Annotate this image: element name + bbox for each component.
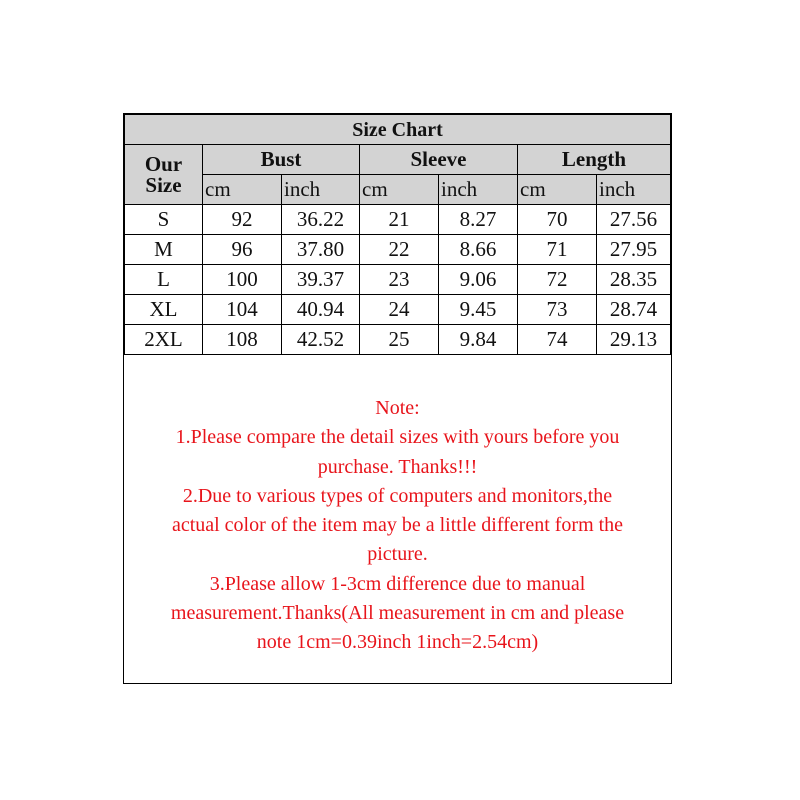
value-cell: 9.45 [439,295,518,325]
value-cell: 104 [203,295,282,325]
sleeve-header: Sleeve [360,145,518,175]
note-line: purchase. Thanks!!! [317,455,478,478]
value-cell: 42.52 [282,325,360,355]
value-cell: 28.74 [597,295,671,325]
value-cell: 37.80 [282,235,360,265]
table-row [125,325,671,355]
value-cell: 40.94 [282,295,360,325]
value-cell: 96 [203,235,282,265]
value-cell: 24 [360,295,439,325]
value-cell: 108 [203,325,282,355]
note-line: 2.Due to various types of computers and monitors,the [182,484,613,507]
unit-header: cm [360,175,439,205]
unit-header: inch [439,175,518,205]
value-cell: 29.13 [597,325,671,355]
value-cell: 21 [360,205,439,235]
size-cell: L [125,265,203,295]
unit-header: inch [597,175,671,205]
table-title: Size Chart [125,115,671,145]
table-row [125,295,671,325]
value-cell: 9.06 [439,265,518,295]
unit-header: inch [282,175,360,205]
note-line: Note: [375,397,420,419]
size-cell: XL [125,295,203,325]
size-chart [123,113,672,684]
value-cell: 27.56 [597,205,671,235]
table-row [125,265,671,295]
note-line: 3.Please allow 1-3cm difference due to manual [209,572,586,595]
unit-header: cm [203,175,282,205]
value-cell: 36.22 [282,205,360,235]
table-row [125,235,671,265]
unit-header: cm [518,175,597,205]
value-cell: 27.95 [597,235,671,265]
value-cell: 92 [203,205,282,235]
note-text [124,394,671,658]
value-cell: 22 [360,235,439,265]
size-cell: 2XL [125,325,203,355]
value-cell: 8.66 [439,235,518,265]
value-cell: 28.35 [597,265,671,295]
size-cell: S [125,205,203,235]
value-cell: 74 [518,325,597,355]
note-line: measurement.Thanks(All measurement in cm and please [170,602,625,625]
table-row [125,205,671,235]
value-cell: 39.37 [282,265,360,295]
note-line: actual color of the item may be a little different form the [171,514,624,537]
bust-header: Bust [203,145,360,175]
note-line: picture. [367,543,428,566]
size-cell: M [125,235,203,265]
value-cell: 8.27 [439,205,518,235]
size-table [124,114,671,355]
value-cell: 23 [360,265,439,295]
note-line: 1.Please compare the detail sizes with yours before you [175,426,620,449]
value-cell: 72 [518,265,597,295]
value-cell: 70 [518,205,597,235]
value-cell: 100 [203,265,282,295]
value-cell: 71 [518,235,597,265]
size-header: Our Size [125,145,203,205]
value-cell: 9.84 [439,325,518,355]
note-line: note 1cm=0.39inch 1inch=2.54cm) [256,631,539,654]
value-cell: 25 [360,325,439,355]
length-header: Length [518,145,671,175]
value-cell: 73 [518,295,597,325]
